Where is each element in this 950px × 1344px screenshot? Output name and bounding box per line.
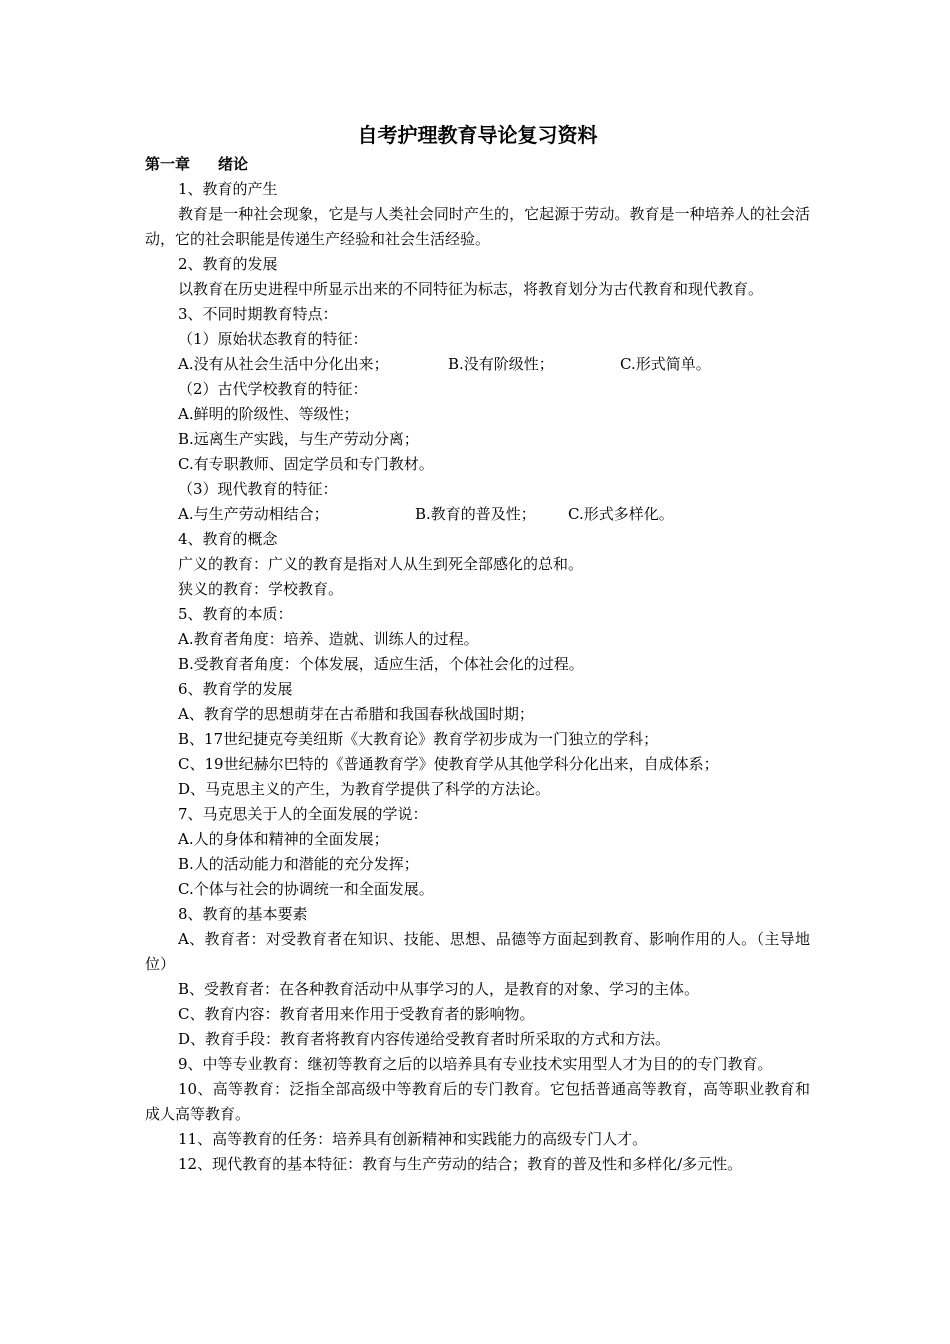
section-heading: 8、教育的基本要素: [178, 905, 308, 923]
paragraph: 教育是一种社会现象，它是与人类社会同时产生的，它起源于劳动。教育是一种培养人的社会活动，它的社会职能是传递生产经验和社会生活经验。: [145, 205, 810, 248]
list-item: B.远离生产实践，与生产劳动分离；: [178, 430, 419, 448]
feature-item: B.教育的普及性；: [415, 505, 536, 523]
list-item: B.受教育者角度：个体发展，适应生活，个体社会化的过程。: [178, 655, 584, 673]
list-item: 狭义的教育：学校教育。: [178, 580, 344, 598]
subsection-heading: （2）古代学校教育的特征：: [178, 380, 368, 398]
list-item: B、受教育者：在各种教育活动中从事学习的人，是教育的对象、学习的主体。: [178, 980, 700, 998]
list-item: A.鲜明的阶级性、等级性；: [178, 405, 359, 423]
list-item: B、17世纪捷克夸美纽斯《大教育论》教育学初步成为一门独立的学科；: [178, 730, 659, 748]
section-heading: 1、教育的产生: [178, 180, 278, 198]
feature-item: C.形式多样化。: [568, 505, 674, 523]
section-heading: 2、教育的发展: [178, 255, 278, 273]
list-item: A.人的身体和精神的全面发展；: [178, 830, 389, 848]
section-heading: 3、不同时期教育特点：: [178, 305, 338, 323]
list-item: C.有专职教师、固定学员和专门教材。: [178, 455, 434, 473]
section-heading: 6、教育学的发展: [178, 680, 293, 698]
document-title: 自考护理教育导论复习资料: [357, 123, 598, 147]
list-item: C、19世纪赫尔巴特的《普通教育学》使教育学从其他学科分化出来，自成体系；: [178, 755, 719, 773]
primitive-features-row: [145, 352, 810, 377]
chapter-label: 第一章: [145, 155, 191, 173]
paragraph: A、教育者：对受教育者在知识、技能、思想、品德等方面起到教育、影响作用的人。（主导地位）: [145, 930, 810, 973]
chapter-heading: [145, 152, 810, 177]
section-heading: 7、马克思关于人的全面发展的学说：: [178, 805, 428, 823]
list-item: A、教育学的思想萌芽在古希腊和我国春秋战国时期；: [178, 705, 534, 723]
feature-item: C.形式简单。: [620, 355, 711, 373]
paragraph: 10、高等教育：泛指全部高级中等教育后的专门教育。它包括普通高等教育，高等职业教育和成人高等教育。: [145, 1080, 810, 1123]
list-item: D、教育手段：教育者将教育内容传递给受教育者时所采取的方式和方法。: [178, 1030, 671, 1048]
list-item: 广义的教育：广义的教育是指对人从生到死全部感化的总和。: [178, 555, 584, 573]
chapter-name: 绪论: [218, 155, 249, 173]
section-heading: 5、教育的本质：: [178, 605, 293, 623]
paragraph: 9、中等专业教育：继初等教育之后的以培养具有专业技术实用型人才为目的的专门教育。: [178, 1055, 773, 1073]
feature-item: A.与生产劳动相结合；: [178, 505, 329, 523]
list-item: D、马克思主义的产生，为教育学提供了科学的方法论。: [178, 780, 551, 798]
list-item: B.人的活动能力和潜能的充分发挥；: [178, 855, 419, 873]
list-item: A.教育者角度：培养、造就、训练人的过程。: [178, 630, 479, 648]
feature-item: B.没有阶级性；: [448, 355, 554, 373]
subsection-heading: （1）原始状态教育的特征：: [178, 330, 368, 348]
paragraph: 以教育在历史进程中所显示出来的不同特征为标志，将教育划分为古代教育和现代教育。: [178, 280, 764, 298]
feature-item: A.没有从社会生活中分化出来；: [178, 355, 389, 373]
document-page: [145, 120, 810, 1177]
paragraph: 11、高等教育的任务：培养具有创新精神和实践能力的高级专门人才。: [178, 1130, 648, 1148]
modern-features-row: [145, 502, 810, 527]
subsection-heading: （3）现代教育的特征：: [178, 480, 338, 498]
list-item: C、教育内容：教育者用来作用于受教育者的影响物。: [178, 1005, 535, 1023]
list-item: C.个体与社会的协调统一和全面发展。: [178, 880, 434, 898]
paragraph: 12、现代教育的基本特征：教育与生产劳动的结合；教育的普及性和多样化/多元性。: [178, 1155, 743, 1173]
section-heading: 4、教育的概念: [178, 530, 278, 548]
